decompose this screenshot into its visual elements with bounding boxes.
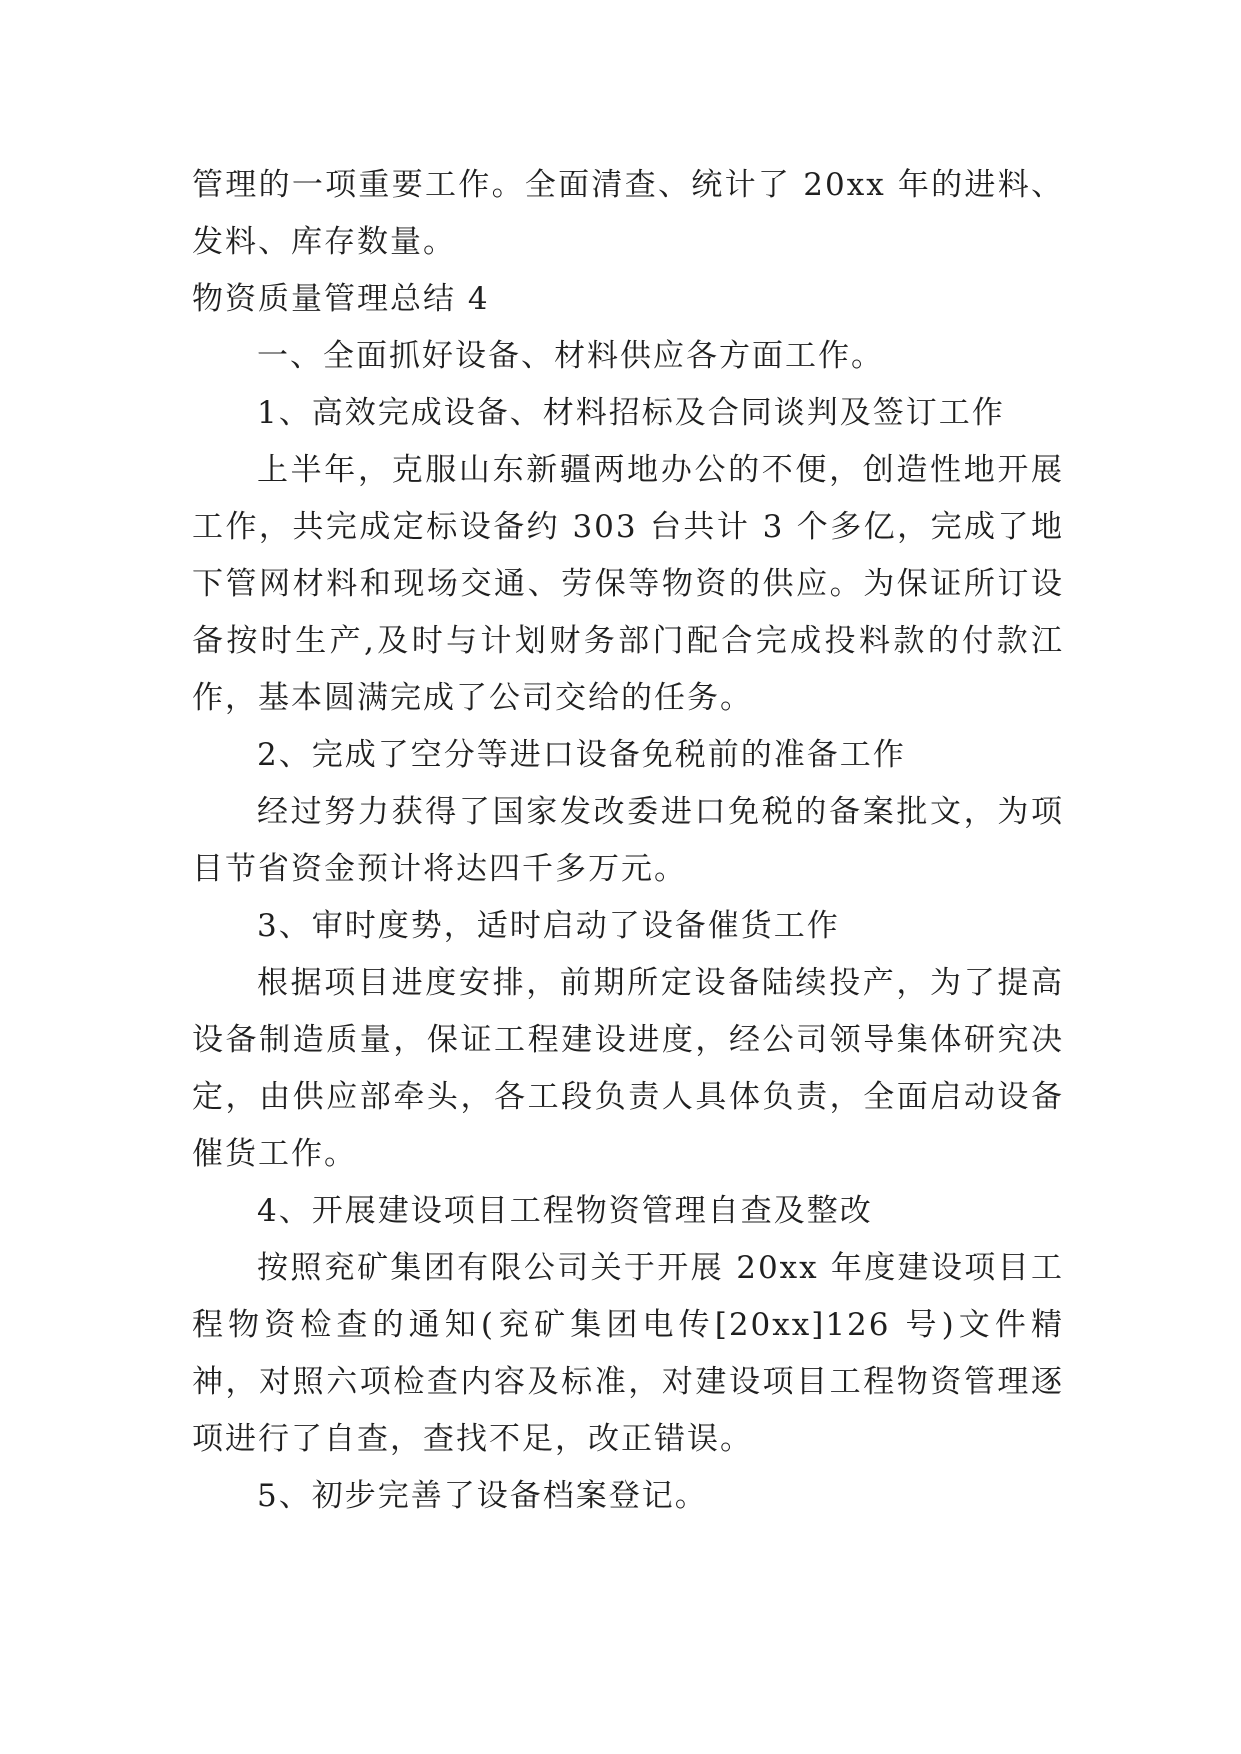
subheading-item-5: 5、初步完善了设备档案登记。 <box>257 1478 708 1514</box>
subheading-item-2: 2、完成了空分等进口设备免税前的准备工作 <box>257 737 906 773</box>
subheading-item-3: 3、审时度势，适时启动了设备催货工作 <box>257 908 840 944</box>
paragraph-item-4: 按照兖矿集团有限公司关于开展 20xx 年度建设项目工程物资检查的通知(兖矿集团电传[20xx]126 号)文件精神，对照六项检查内容及标准，对建设项目工程物资管理逐项进行了自查，查找不足，改正错误。 <box>192 1250 1064 1457</box>
document-body <box>192 157 1064 1525</box>
paragraph-item-3: 根据项目进度安排，前期所定设备陆续投产，为了提高设备制造质量，保证工程建设进度，经公司领导集体研究决定，由供应部牵头，各工段负责人具体负责，全面启动设备催货工作。 <box>192 965 1064 1172</box>
paragraph-item-2: 经过努力获得了国家发改委进口免税的备案批文，为项目节省资金预计将达四千多万元。 <box>192 794 1064 887</box>
section-title: 物资质量管理总结 4 <box>192 281 490 317</box>
heading-section-1: 一、全面抓好设备、材料供应各方面工作。 <box>257 338 884 374</box>
subheading-item-4: 4、开展建设项目工程物资管理自查及整改 <box>257 1193 873 1229</box>
subheading-item-1: 1、高效完成设备、材料招标及合同谈判及签订工作 <box>257 395 1005 431</box>
paragraph-intro: 管理的一项重要工作。全面清查、统计了 20xx 年的进料、发料、库存数量。 <box>192 167 1064 260</box>
paragraph-item-1: 上半年，克服山东新疆两地办公的不便，创造性地开展工作，共完成定标设备约 303 台共计 3 个多亿，完成了地下管网材料和现场交通、劳保等物资的供应。为保证所订设备按时生产,及时与计划财务部门配合完成投料款的付款江作，基本圆满完成了公司交给的任务。 <box>192 452 1064 716</box>
